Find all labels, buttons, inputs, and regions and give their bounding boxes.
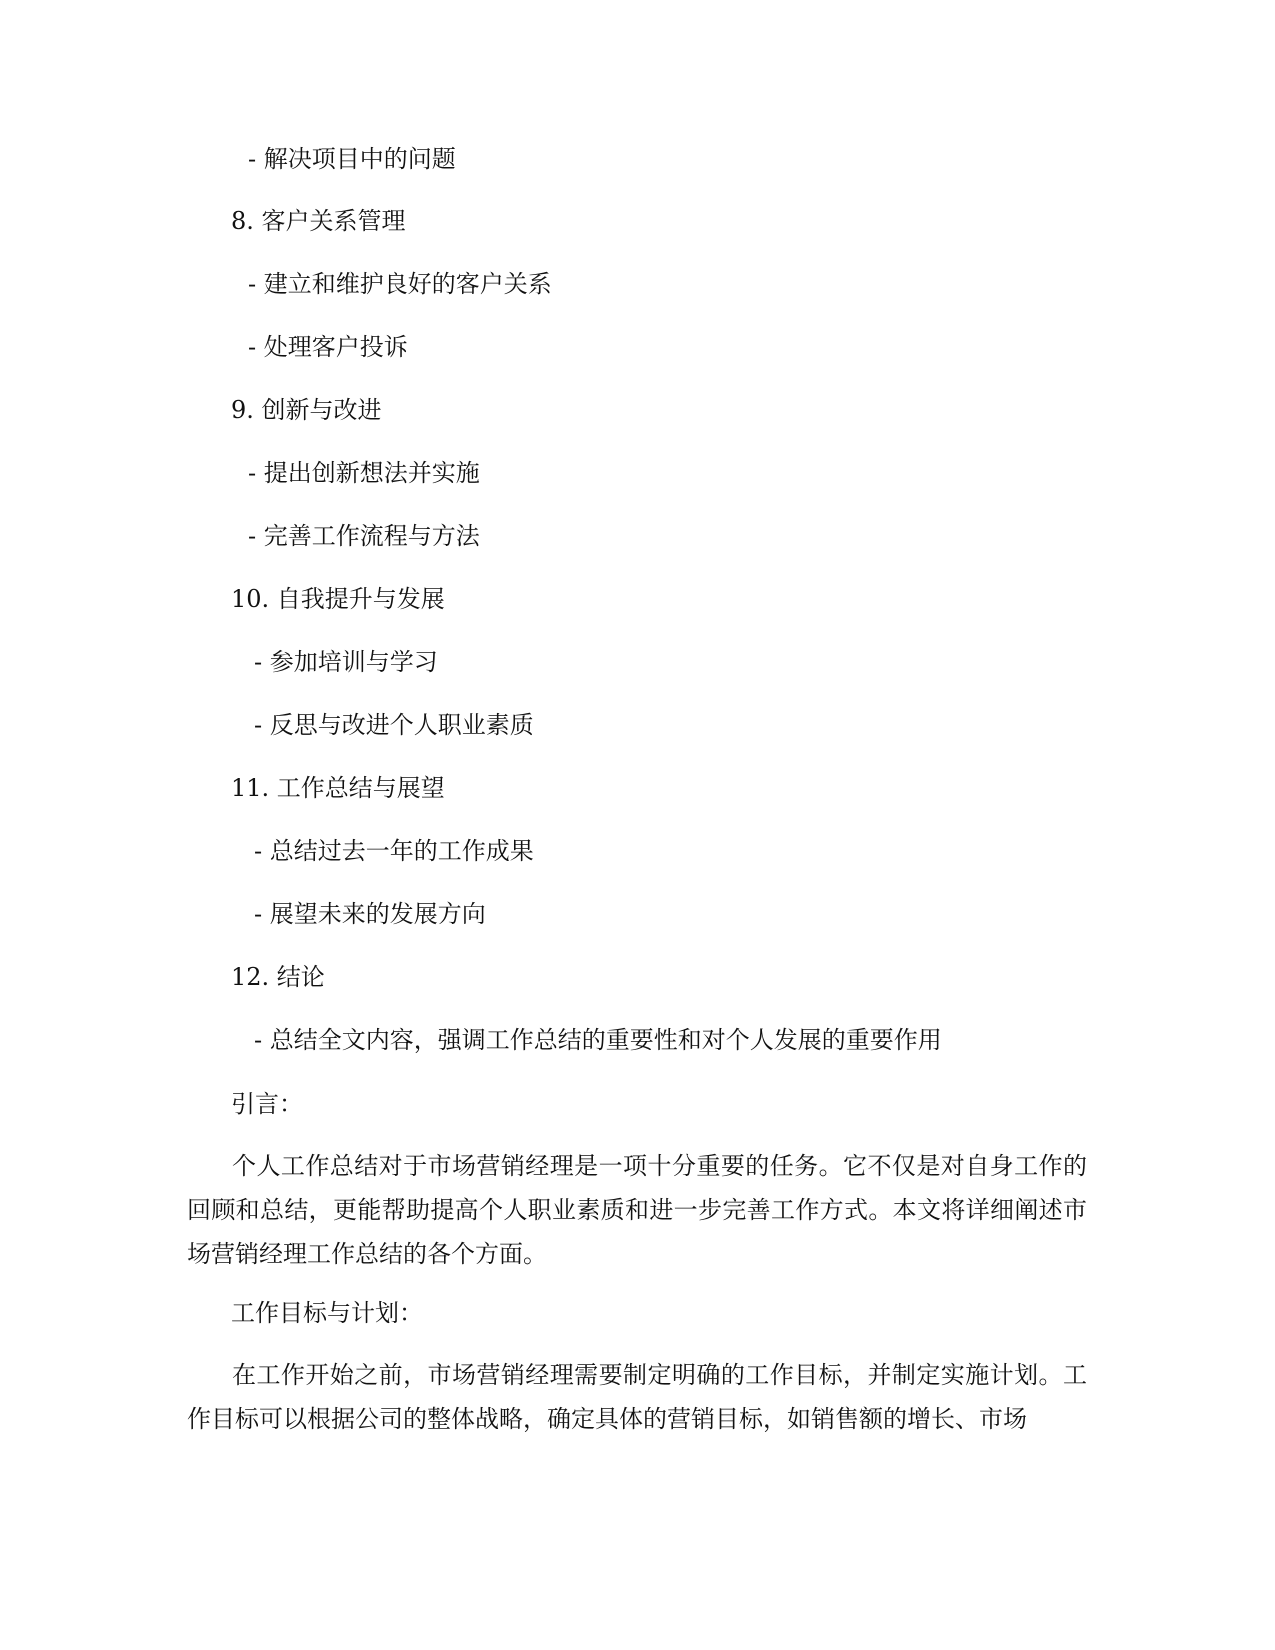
- outline-sub-item: - 建立和维护良好的客户关系: [248, 270, 552, 298]
- goals-paragraph: 在工作开始之前，市场营销经理需要制定明确的工作目标，并制定实施计划。工作目标可以根据公司的整体战略，确定具体的营销目标，如销售额的增长、市场: [187, 1361, 1087, 1433]
- outline-sub-item: - 提出创新想法并实施: [248, 459, 480, 487]
- outline-heading-9: 9. 创新与改进: [231, 396, 382, 424]
- outline-sub-item: - 总结全文内容，强调工作总结的重要性和对个人发展的重要作用: [254, 1026, 942, 1054]
- intro-heading: 引言：: [231, 1090, 303, 1118]
- outline-sub-item: - 参加培训与学习: [254, 648, 438, 676]
- outline-heading-11: 11. 工作总结与展望: [231, 774, 445, 802]
- outline-sub-item: - 解决项目中的问题: [248, 145, 456, 173]
- intro-paragraph: 个人工作总结对于市场营销经理是一项十分重要的任务。它不仅是对自身工作的回顾和总结，更能帮助提高个人职业素质和进一步完善工作方式。本文将详细阐述市场营销经理工作总结的各个方面。: [187, 1152, 1087, 1268]
- outline-heading-10: 10. 自我提升与发展: [231, 585, 445, 613]
- outline-sub-item: - 反思与改进个人职业素质: [254, 711, 534, 739]
- outline-sub-item: - 总结过去一年的工作成果: [254, 837, 534, 865]
- outline-sub-item: - 完善工作流程与方法: [248, 522, 480, 550]
- outline-heading-8: 8. 客户关系管理: [231, 207, 406, 235]
- outline-sub-item: - 展望未来的发展方向: [254, 900, 486, 928]
- outline-heading-12: 12. 结论: [231, 963, 325, 991]
- outline-sub-item: - 处理客户投诉: [248, 333, 408, 361]
- goals-heading: 工作目标与计划：: [231, 1299, 423, 1327]
